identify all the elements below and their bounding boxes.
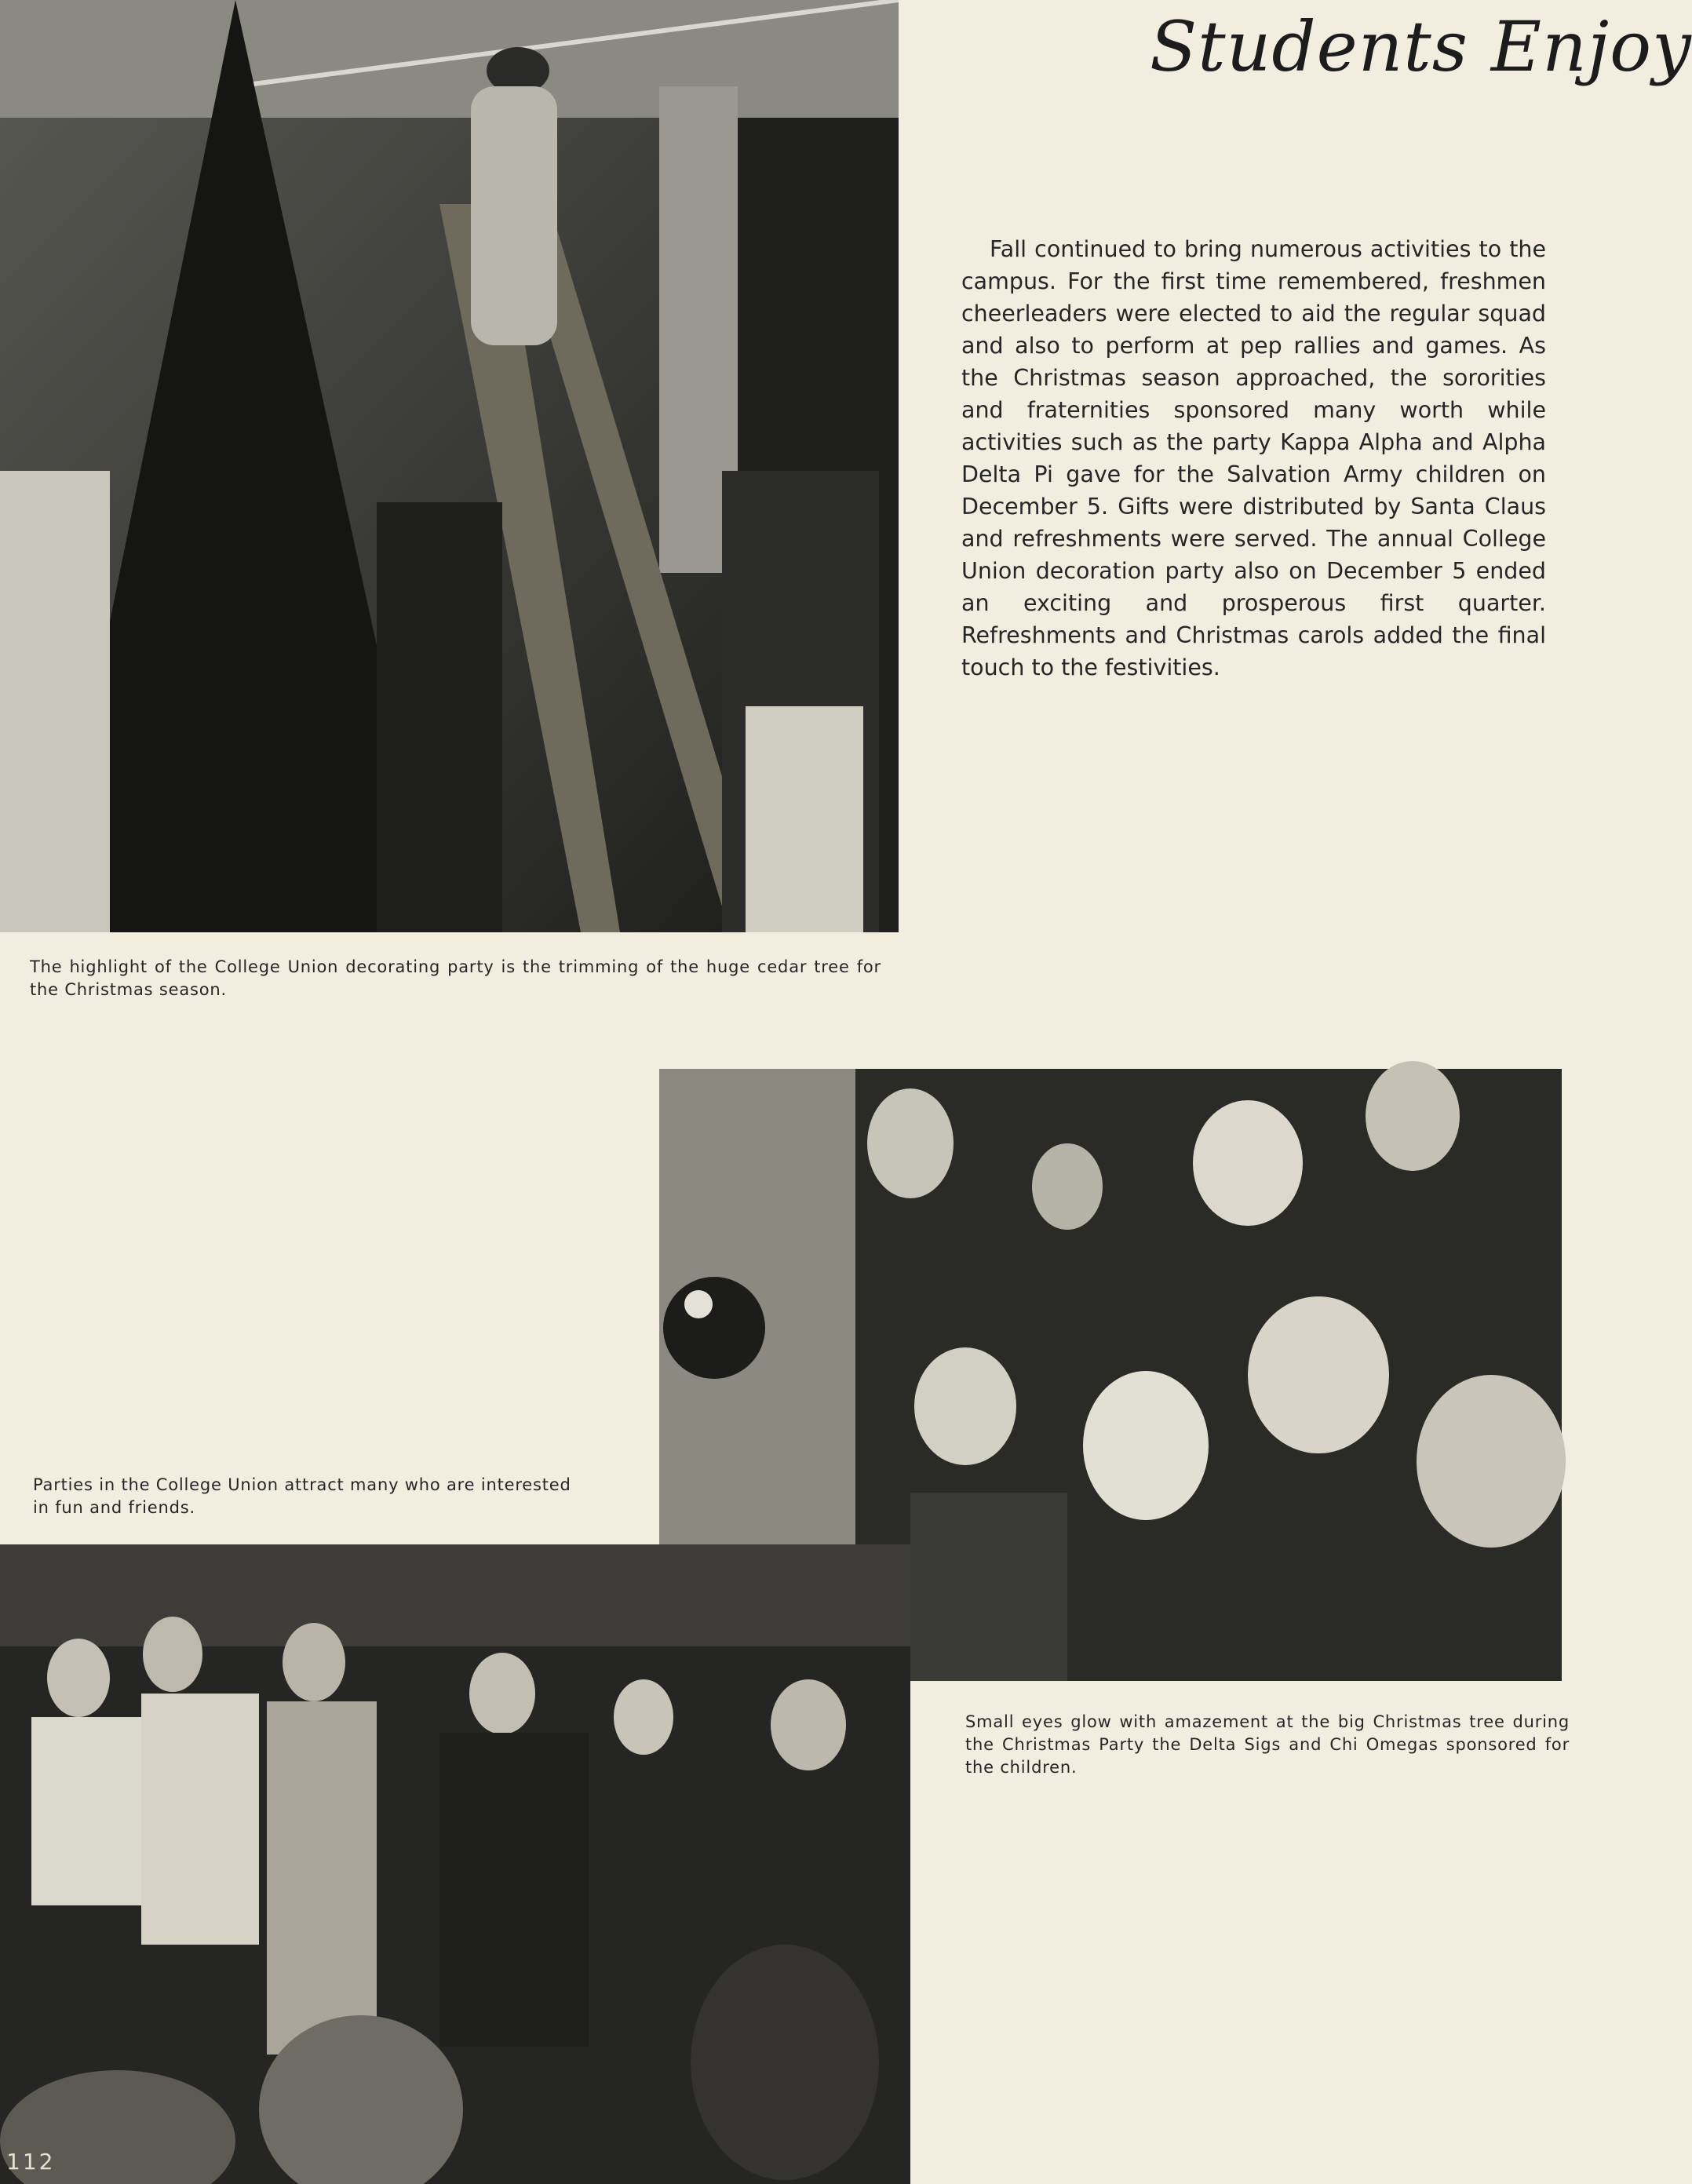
tree-photo-caption: The highlight of the College Union decorating party is the trimming of the huge cedar tree for the Christmas season.: [30, 957, 881, 999]
page-headline: Students Enjoy: [1150, 6, 1692, 87]
children-photo-caption: Small eyes glow with amazement at the big Christmas tree during the Christmas Party the Delta Sigs and Chi Omegas sponsored for the children.: [965, 1712, 1570, 1777]
college-union-party-photo: [0, 1544, 910, 2184]
article-body: Fall continued to bring numerous activities to the campus. For the first time remembered, freshmen cheerleaders were elected to aid the regular squad and also to perform at pep rallies and games. As the Christmas season approached, the sororities and fraternities sponsored many worth while activities such as the party Kappa Alpha and Alpha Delta Pi gave for the Salvation Army children on December 5. Gifts were distributed by Santa Claus and refreshments were served. The annual College Union decoration party also on December 5 ended an exciting and prosperous first quarter. Refreshments and Christmas carols added the final touch to the festivities.: [961, 236, 1546, 680]
page-number: 112: [6, 2149, 56, 2175]
party-photo-caption: Parties in the College Union attract many who are interested in fun and friends.: [33, 1475, 571, 1517]
tree-trimming-photo: [0, 0, 899, 932]
